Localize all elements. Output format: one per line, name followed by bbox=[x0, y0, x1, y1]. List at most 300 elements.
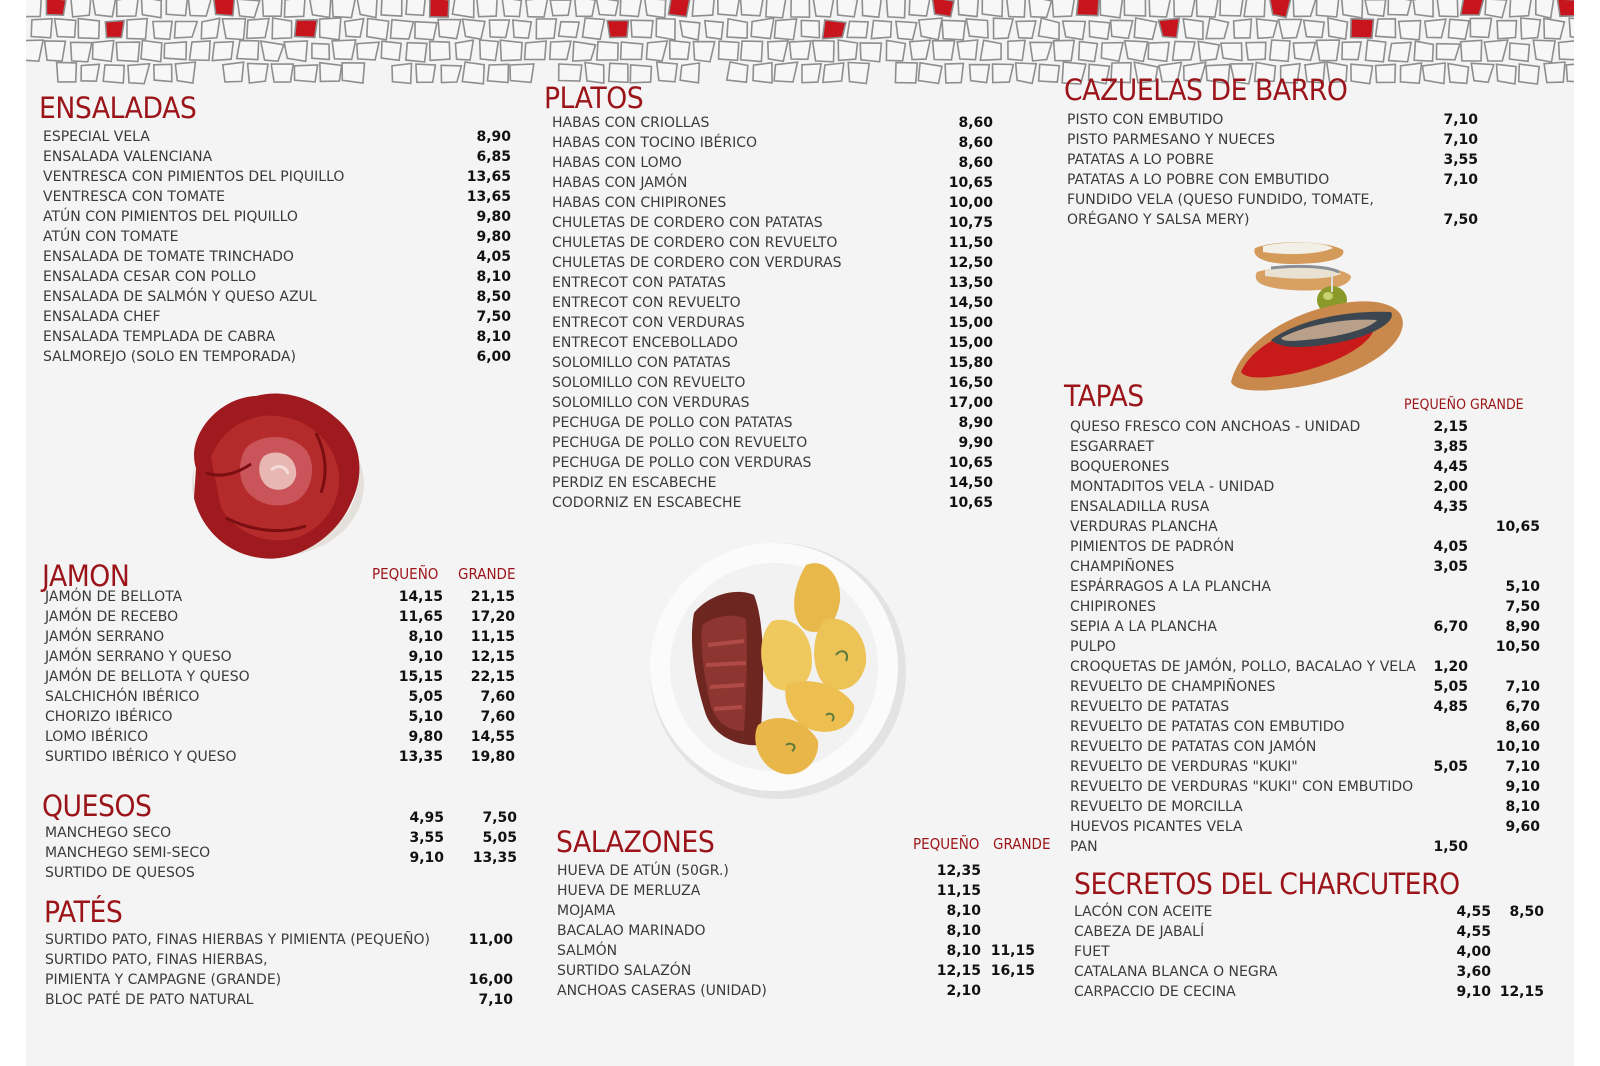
item-name: REVUELTO DE VERDURAS "KUKI" CON EMBUTIDO bbox=[1070, 779, 1414, 795]
mosaic-tile bbox=[272, 18, 291, 39]
menu-item-row bbox=[1070, 697, 1570, 717]
menu-page bbox=[26, 0, 1574, 1066]
mosaic-tile bbox=[1054, 40, 1075, 60]
item-name: ENSALADILLA RUSA bbox=[1070, 499, 1210, 515]
item-name: SALCHICHÓN IBÉRICO bbox=[45, 689, 200, 705]
menu-item-row bbox=[557, 881, 1047, 901]
menu-item-row bbox=[45, 970, 515, 990]
mosaic-tile bbox=[248, 63, 268, 83]
menu-item-row bbox=[45, 707, 515, 727]
menu-item-row bbox=[557, 901, 1047, 921]
price-grande: 5,05 bbox=[482, 830, 517, 846]
item-name: HABAS CON TOCINO IBÉRICO bbox=[552, 135, 757, 151]
mosaic-tile bbox=[430, 41, 450, 60]
section-jamon bbox=[42, 559, 522, 765]
mosaic-tile bbox=[271, 64, 293, 82]
item-price: 7,10 bbox=[1443, 112, 1478, 128]
mosaic-tile bbox=[116, 42, 139, 61]
mosaic-tile bbox=[31, 19, 52, 38]
mosaic-tile bbox=[646, 41, 667, 61]
item-name: SURTIDO IBÉRICO Y QUESO bbox=[45, 749, 237, 765]
mosaic-tile bbox=[1016, 21, 1036, 38]
item-price: 8,50 bbox=[476, 289, 511, 305]
mosaic-tile bbox=[1246, 42, 1266, 60]
mosaic-tile bbox=[886, 40, 905, 60]
price-grande: 11,15 bbox=[990, 943, 1035, 959]
mosaic-tile bbox=[1100, 0, 1122, 18]
mosaic-tile bbox=[1125, 41, 1148, 62]
mosaic-tile bbox=[1101, 43, 1123, 62]
salazones-col-pequeno: PEQUEÑO bbox=[913, 835, 980, 853]
ham-plate-photo bbox=[166, 378, 386, 573]
price-pequeno: 9,10 bbox=[409, 850, 444, 866]
item-name: PIMIENTA Y CAMPAGNE (GRANDE) bbox=[45, 972, 282, 988]
mosaic-tile bbox=[223, 62, 244, 82]
mosaic-tile bbox=[1293, 0, 1316, 16]
menu-item-row bbox=[43, 187, 513, 207]
price-grande: 10,65 bbox=[1495, 519, 1540, 535]
mosaic-tile-red bbox=[430, 0, 449, 17]
price-grande: 9,10 bbox=[1505, 779, 1540, 795]
mosaic-tile bbox=[741, 41, 763, 62]
mosaic-tile-red bbox=[214, 0, 235, 16]
menu-item-row bbox=[1070, 417, 1570, 437]
section-title-tapas: TAPAS bbox=[1064, 379, 1144, 413]
item-price: 8,60 bbox=[958, 115, 993, 131]
mosaic-tile bbox=[455, 40, 473, 60]
item-name: CHAMPIÑONES bbox=[1070, 559, 1175, 575]
item-name: ENSALADA DE SALMÓN Y QUESO AZUL bbox=[43, 289, 317, 305]
menu-item-row bbox=[1070, 797, 1570, 817]
mosaic-tile bbox=[1198, 41, 1219, 60]
item-name: HABAS CON CHIPIRONES bbox=[552, 195, 727, 211]
menu-item-row bbox=[1067, 210, 1487, 230]
section-salazones bbox=[556, 825, 1056, 999]
item-name: ESGARRAET bbox=[1070, 439, 1155, 455]
price-pequeno: 2,15 bbox=[1433, 419, 1468, 435]
price-pequeno: 8,10 bbox=[946, 923, 981, 939]
menu-item-row bbox=[552, 293, 1002, 313]
menu-item-row bbox=[557, 861, 1047, 881]
mosaic-tile bbox=[26, 0, 41, 17]
menu-item-row bbox=[552, 113, 1002, 133]
menu-item-row bbox=[45, 607, 515, 627]
item-name: LOMO IBÉRICO bbox=[45, 729, 149, 745]
item-name: ATÚN CON PIMIENTOS DEL PIQUILLO bbox=[43, 209, 298, 225]
item-name: CARPACCIO DE CECINA bbox=[1074, 984, 1236, 1000]
mosaic-tile bbox=[966, 19, 988, 38]
mosaic-tile bbox=[801, 20, 819, 37]
mosaic-tile bbox=[1173, 41, 1195, 60]
price-grande: 10,10 bbox=[1495, 739, 1540, 755]
item-name: JAMÓN DE BELLOTA Y QUESO bbox=[45, 669, 250, 685]
mosaic-tile bbox=[1079, 42, 1098, 62]
item-name: JAMÓN SERRANO Y QUESO bbox=[45, 649, 232, 665]
mosaic-tile bbox=[247, 19, 269, 39]
price-grande: 19,80 bbox=[470, 749, 515, 765]
menu-item-row bbox=[1070, 817, 1570, 837]
mosaic-tile bbox=[741, 0, 764, 16]
mosaic-tile bbox=[942, 20, 965, 40]
item-price: 10,75 bbox=[948, 215, 993, 231]
mosaic-tile bbox=[489, 20, 509, 38]
mosaic-tile bbox=[222, 19, 245, 40]
menu-item-row bbox=[1070, 837, 1570, 857]
mosaic-tile bbox=[909, 0, 930, 16]
item-name: SALMÓN bbox=[557, 943, 618, 959]
mosaic-tile bbox=[657, 62, 678, 82]
item-name: FUET bbox=[1074, 944, 1110, 960]
item-name: HUEVOS PICANTES VELA bbox=[1070, 819, 1243, 835]
item-name: VENTRESCA CON PIMIENTOS DEL PIQUILLO bbox=[43, 169, 345, 185]
price-grande: 5,10 bbox=[1505, 579, 1540, 595]
item-price: 8,10 bbox=[476, 269, 511, 285]
mosaic-tile bbox=[958, 0, 979, 17]
mosaic-tile bbox=[332, 0, 355, 18]
price-grande: 21,15 bbox=[470, 589, 515, 605]
price-grande: 7,50 bbox=[1505, 599, 1540, 615]
item-price: 9,80 bbox=[476, 209, 511, 225]
mosaic-tile bbox=[1470, 18, 1491, 37]
mosaic-tile bbox=[631, 20, 653, 38]
item-name: ATÚN CON TOMATE bbox=[43, 229, 179, 245]
menu-item-row bbox=[45, 687, 515, 707]
menu-item-row bbox=[1070, 597, 1570, 617]
menu-item-row bbox=[1074, 962, 1564, 982]
mosaic-tile bbox=[847, 21, 868, 37]
mosaic-tile bbox=[381, 41, 401, 60]
item-name: PIMIENTOS DE PADRÓN bbox=[1070, 539, 1235, 555]
price-grande: 8,90 bbox=[1505, 619, 1540, 635]
mosaic-tile bbox=[342, 63, 364, 83]
item-name: SOLOMILLO CON VERDURAS bbox=[552, 395, 750, 411]
mosaic-tile bbox=[1533, 40, 1555, 62]
menu-item-row bbox=[45, 587, 515, 607]
jamon-col-grande: GRANDE bbox=[458, 565, 516, 583]
menu-item-row bbox=[45, 747, 515, 767]
mosaic-tile bbox=[127, 19, 147, 39]
section-quesos bbox=[42, 789, 522, 881]
price-pequeno: 6,70 bbox=[1433, 619, 1468, 635]
mosaic-tile bbox=[727, 62, 748, 82]
menu-item-row bbox=[43, 147, 513, 167]
item-price: 3,55 bbox=[1443, 152, 1478, 168]
mosaic-tile bbox=[284, 41, 307, 61]
mosaic-tile bbox=[751, 18, 774, 39]
mosaic-tile bbox=[933, 41, 955, 60]
menu-item-row bbox=[1070, 537, 1570, 557]
price-grande: 10,50 bbox=[1495, 639, 1540, 655]
price-grande: 6,70 bbox=[1505, 699, 1540, 715]
menu-item-row bbox=[45, 930, 515, 950]
menu-item-row bbox=[1067, 130, 1487, 150]
section-tapas bbox=[1064, 379, 1574, 855]
section-platos bbox=[544, 81, 1004, 511]
section-title-secretos: SECRETOS DEL CHARCUTERO bbox=[1074, 867, 1460, 901]
price-pequeno: 14,15 bbox=[398, 589, 443, 605]
mosaic-tile bbox=[190, 41, 211, 60]
price-pequeno: 13,35 bbox=[398, 749, 443, 765]
mosaic-tile bbox=[692, 0, 714, 16]
mosaic-tile bbox=[1484, 40, 1507, 61]
item-price: 9,90 bbox=[958, 435, 993, 451]
price-grande: 8,50 bbox=[1509, 904, 1544, 920]
item-name: ENSALADA VALENCIANA bbox=[43, 149, 213, 165]
mosaic-tile bbox=[753, 63, 772, 83]
item-name: PECHUGA DE POLLO CON REVUELTO bbox=[552, 435, 808, 451]
mosaic-tile bbox=[154, 64, 172, 81]
mosaic-tile bbox=[918, 63, 942, 84]
price-grande: 14,55 bbox=[470, 729, 515, 745]
menu-item-row bbox=[1070, 497, 1570, 517]
salazones-col-grande: GRANDE bbox=[993, 835, 1051, 853]
mosaic-tile-red bbox=[105, 21, 124, 38]
price-grande: 8,10 bbox=[1505, 799, 1540, 815]
mosaic-tile bbox=[237, 0, 260, 18]
item-name: HABAS CON JAMÓN bbox=[552, 175, 688, 191]
item-name: REVUELTO DE PATATAS CON JAMÓN bbox=[1070, 739, 1317, 755]
mosaic-tile bbox=[1293, 42, 1315, 60]
menu-item-row bbox=[557, 981, 1047, 1001]
mosaic-tile-red bbox=[295, 20, 318, 38]
mosaic-tile bbox=[1316, 40, 1339, 61]
mosaic-tile bbox=[957, 40, 978, 60]
item-name: SURTIDO PATO, FINAS HIERBAS Y PIMIENTA (PEQUEÑO) bbox=[45, 932, 431, 948]
item-name: ENSALADA CESAR CON POLLO bbox=[43, 269, 257, 285]
mosaic-tile bbox=[802, 64, 821, 83]
mosaic-tile bbox=[93, 0, 116, 17]
mosaic-tile bbox=[609, 63, 628, 82]
menu-item-row bbox=[552, 493, 1002, 513]
item-name: VERDURAS PLANCHA bbox=[1070, 519, 1218, 535]
mosaic-tile bbox=[175, 22, 198, 38]
menu-item-row bbox=[552, 413, 1002, 433]
item-name: SURTIDO DE QUESOS bbox=[45, 865, 195, 881]
mosaic-tile bbox=[81, 64, 99, 81]
mosaic-tile bbox=[994, 18, 1014, 39]
menu-item-row bbox=[1074, 942, 1564, 962]
menu-item-row bbox=[1074, 922, 1564, 942]
mosaic-tile bbox=[719, 41, 739, 60]
mosaic-tile bbox=[860, 43, 881, 62]
price-grande: 17,20 bbox=[470, 609, 515, 625]
mosaic-tile-red bbox=[668, 0, 690, 17]
item-name: CHULETAS DE CORDERO CON REVUELTO bbox=[552, 235, 838, 251]
item-price: 16,00 bbox=[468, 972, 513, 988]
mosaic-tile bbox=[848, 63, 869, 84]
price-pequeno: 8,10 bbox=[946, 943, 981, 959]
price-pequeno: 9,10 bbox=[1456, 984, 1491, 1000]
mosaic-tile bbox=[585, 63, 604, 84]
mosaic-tile bbox=[1030, 42, 1052, 61]
mosaic-tile bbox=[559, 22, 580, 38]
menu-item-row bbox=[43, 347, 513, 367]
item-price: 8,60 bbox=[958, 135, 993, 151]
mosaic-tile bbox=[645, 0, 666, 18]
menu-item-row bbox=[43, 307, 513, 327]
mosaic-tile bbox=[813, 0, 834, 17]
price-pequeno: 1,50 bbox=[1433, 839, 1468, 855]
mosaic-tile bbox=[1148, 42, 1169, 61]
mosaic-tile bbox=[71, 42, 92, 62]
mosaic-tile bbox=[502, 0, 521, 16]
mosaic-tile bbox=[1052, 0, 1075, 17]
mosaic-tile bbox=[559, 64, 582, 81]
menu-item-row bbox=[552, 173, 1002, 193]
item-name: SURTIDO PATO, FINAS HIERBAS, bbox=[45, 952, 268, 968]
item-price: 10,65 bbox=[948, 495, 993, 511]
mosaic-tile bbox=[550, 41, 571, 59]
mosaic-tile bbox=[1111, 20, 1133, 38]
mosaic-tile bbox=[1008, 40, 1025, 60]
mosaic-tile bbox=[1399, 21, 1421, 40]
menu-item-row bbox=[552, 253, 1002, 273]
item-name: ENTRECOT CON PATATAS bbox=[552, 275, 726, 291]
item-name: ENSALADA CHEF bbox=[43, 309, 161, 325]
mosaic-tile-red bbox=[1159, 18, 1180, 37]
price-grande: 13,35 bbox=[472, 850, 517, 866]
mosaic-tile bbox=[128, 64, 150, 84]
mosaic-tile bbox=[871, 20, 891, 38]
item-name: ESPECIAL VELA bbox=[43, 129, 150, 145]
item-name: PISTO PARMESANO Y NUECES bbox=[1067, 132, 1275, 148]
mosaic-tile bbox=[57, 62, 77, 82]
mosaic-tile bbox=[103, 65, 124, 83]
mosaic-tile bbox=[993, 64, 1014, 82]
mosaic-tile bbox=[463, 19, 485, 39]
item-name: CODORNIZ EN ESCABECHE bbox=[552, 495, 742, 511]
price-pequeno: 3,60 bbox=[1456, 964, 1491, 980]
menu-item-row bbox=[43, 207, 513, 227]
item-price: 6,00 bbox=[476, 349, 511, 365]
menu-item-row bbox=[1070, 737, 1570, 757]
price-pequeno: 12,15 bbox=[936, 963, 981, 979]
mosaic-tile bbox=[596, 0, 618, 16]
menu-item-row bbox=[45, 667, 515, 687]
mosaic-tile bbox=[391, 20, 414, 39]
mosaic-tile bbox=[1510, 0, 1532, 17]
price-pequeno: 11,65 bbox=[398, 609, 443, 625]
mosaic-tile bbox=[1149, 0, 1170, 17]
mosaic-tile bbox=[982, 0, 1002, 17]
mosaic-tile bbox=[895, 63, 917, 83]
mosaic-tile bbox=[153, 21, 172, 39]
mosaic-tile bbox=[1206, 18, 1228, 38]
item-name: PECHUGA DE POLLO CON VERDURAS bbox=[552, 455, 812, 471]
mosaic-tile bbox=[438, 19, 461, 38]
section-title-salazones: SALAZONES bbox=[556, 825, 715, 859]
section-pates bbox=[44, 895, 524, 1008]
item-name: PERDIZ EN ESCABECHE bbox=[552, 475, 717, 491]
item-name: REVUELTO DE PATATAS bbox=[1070, 699, 1230, 715]
item-name: HUEVA DE MERLUZA bbox=[557, 883, 701, 899]
item-name: MANCHEGO SECO bbox=[45, 825, 172, 841]
item-price: 14,50 bbox=[948, 295, 993, 311]
mosaic-tile bbox=[1174, 0, 1195, 17]
mosaic-tile bbox=[1389, 42, 1412, 62]
menu-item-row bbox=[43, 247, 513, 267]
mosaic-tile bbox=[1183, 19, 1203, 40]
mosaic-tile bbox=[1365, 0, 1386, 16]
price-pequeno: 8,10 bbox=[408, 629, 443, 645]
mosaic-tile bbox=[768, 41, 788, 62]
item-name: ORÉGANO Y SALSA MERY) bbox=[1067, 212, 1250, 228]
item-name: MANCHEGO SEMI-SECO bbox=[45, 845, 211, 861]
mosaic-tile-red bbox=[1461, 0, 1484, 15]
mosaic-tile bbox=[1388, 0, 1411, 15]
menu-item-row bbox=[43, 227, 513, 247]
item-name: SOLOMILLO CON PATATAS bbox=[552, 355, 731, 371]
item-name: ANCHOAS CASERAS (UNIDAD) bbox=[557, 983, 767, 999]
menu-item-row bbox=[552, 353, 1002, 373]
menu-item-row bbox=[552, 393, 1002, 413]
price-grande: 12,15 bbox=[1499, 984, 1544, 1000]
menu-item-row bbox=[1074, 982, 1564, 1002]
price-pequeno: 2,10 bbox=[946, 983, 981, 999]
price-pequeno: 5,05 bbox=[408, 689, 443, 705]
mosaic-tile bbox=[980, 40, 1001, 60]
montaditos-photo bbox=[1201, 232, 1411, 392]
mosaic-tile bbox=[621, 42, 643, 59]
mosaic-tile bbox=[1124, 0, 1145, 16]
menu-item-row bbox=[1067, 170, 1487, 190]
mosaic-tile bbox=[488, 64, 509, 82]
mosaic-tile bbox=[1437, 44, 1460, 60]
mosaic-tile bbox=[525, 41, 547, 60]
item-price: 13,65 bbox=[466, 189, 511, 205]
price-pequeno: 5,10 bbox=[408, 709, 443, 725]
menu-item-row bbox=[557, 941, 1047, 961]
item-price: 10,00 bbox=[948, 195, 993, 211]
mosaic-tile bbox=[1089, 21, 1110, 39]
mosaic-tile bbox=[381, 0, 402, 16]
price-pequeno: 5,05 bbox=[1433, 679, 1468, 695]
mosaic-tile bbox=[141, 41, 162, 62]
item-price: 11,50 bbox=[948, 235, 993, 251]
mosaic-tile bbox=[1569, 18, 1574, 38]
mosaic-tile bbox=[1497, 64, 1517, 84]
item-price: 7,10 bbox=[1443, 172, 1478, 188]
section-title-ensaladas: ENSALADAS bbox=[39, 91, 197, 125]
mosaic-tile bbox=[705, 21, 723, 40]
item-price: 11,00 bbox=[468, 932, 513, 948]
mosaic-tile bbox=[416, 64, 436, 82]
menu-item-row bbox=[43, 327, 513, 347]
item-name: JAMÓN SERRANO bbox=[45, 629, 165, 645]
mosaic-tile bbox=[896, 21, 917, 39]
mosaic-tile bbox=[862, 0, 881, 17]
menu-item-row bbox=[45, 843, 515, 863]
mosaic-tile bbox=[55, 19, 76, 38]
item-name: LACÓN CON ACEITE bbox=[1074, 904, 1213, 920]
menu-item-row bbox=[552, 333, 1002, 353]
mosaic-tile bbox=[188, 0, 211, 16]
menu-item-row bbox=[43, 167, 513, 187]
item-price: 6,85 bbox=[476, 149, 511, 165]
mosaic-tile-red bbox=[932, 0, 954, 17]
price-grande: 9,60 bbox=[1505, 819, 1540, 835]
menu-item-row bbox=[1070, 477, 1570, 497]
mosaic-tile-red bbox=[823, 20, 846, 39]
price-pequeno: 3,85 bbox=[1433, 439, 1468, 455]
mosaic-tile bbox=[1521, 18, 1541, 39]
mosaic-tile bbox=[791, 0, 810, 17]
item-price: 7,50 bbox=[476, 309, 511, 325]
menu-item-row bbox=[45, 647, 515, 667]
menu-item-row bbox=[552, 153, 1002, 173]
mosaic-tile bbox=[284, 0, 305, 17]
mosaic-tile bbox=[1519, 64, 1540, 84]
